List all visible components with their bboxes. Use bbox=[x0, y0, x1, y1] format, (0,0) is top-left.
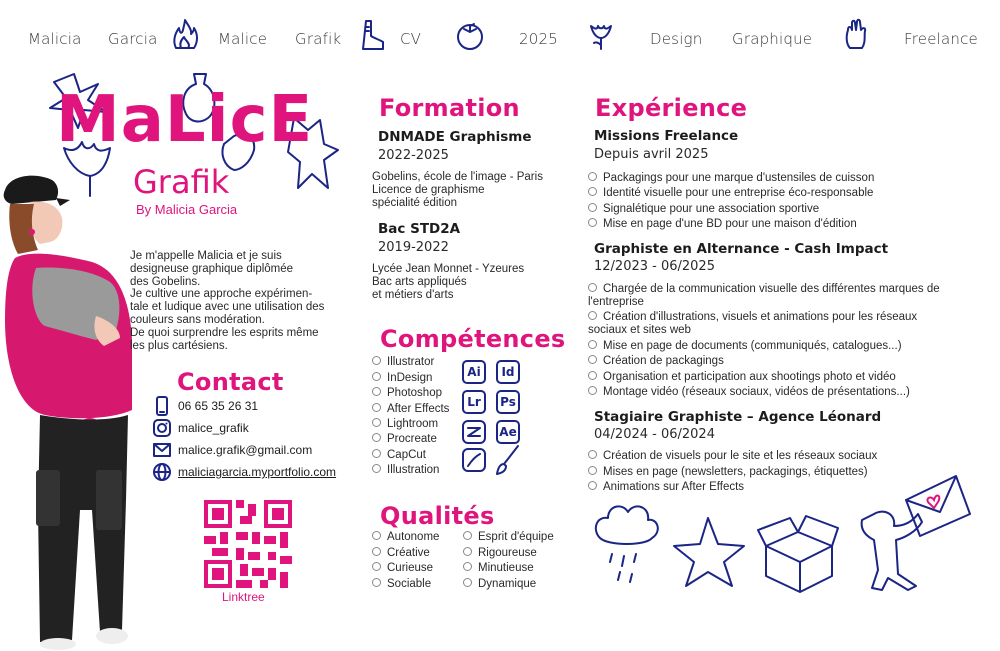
quality-item: Minutieuse bbox=[463, 562, 534, 574]
skill-item: Lightroom bbox=[372, 418, 438, 430]
top-word: CV bbox=[400, 30, 422, 48]
top-word: Garcia bbox=[108, 30, 158, 48]
job-task: Animations sur After Effects bbox=[588, 481, 744, 493]
formation-details: Lycée Jean Monnet - Yzeures Bac arts appliqués et métiers d'arts bbox=[372, 263, 525, 301]
phone-icon bbox=[152, 396, 172, 416]
by-line: By Malicia Garcia bbox=[136, 202, 238, 217]
formation-dates: 2019-2022 bbox=[378, 240, 449, 255]
qr-code[interactable] bbox=[204, 500, 292, 588]
job-dates: Depuis avril 2025 bbox=[594, 147, 709, 162]
job-task: Packagings pour une marque d'ustensiles de cuisson bbox=[588, 172, 874, 184]
job-task: Création de visuels pour le site et les réseaux sociaux bbox=[588, 450, 877, 462]
skill-item: After Effects bbox=[372, 403, 449, 415]
lightroom-icon: Lr bbox=[462, 390, 486, 414]
job-task: Création de packagings bbox=[588, 355, 724, 367]
procreate-icon bbox=[462, 448, 486, 472]
logo-sub: Grafik bbox=[133, 163, 230, 201]
quality-item: Sociable bbox=[372, 578, 431, 590]
brush-icon bbox=[494, 444, 522, 476]
tulip-icon bbox=[586, 18, 616, 52]
contact-title: Contact bbox=[177, 368, 284, 396]
competences-title: Compétences bbox=[380, 325, 566, 353]
job-task: Création d'illustrations, visuels et animations pour les réseaux sociaux et sites web bbox=[588, 311, 918, 336]
job-dates: 12/2023 - 06/2025 bbox=[594, 259, 715, 274]
job-dates: 04/2024 - 06/2024 bbox=[594, 427, 715, 442]
tomato-icon bbox=[455, 18, 485, 52]
top-word: Malice bbox=[218, 30, 268, 48]
skill-item: Illustration bbox=[372, 464, 439, 476]
skill-item: InDesign bbox=[372, 372, 432, 384]
experience-title: Expérience bbox=[595, 94, 748, 122]
formation-degree: Bac STD2A bbox=[378, 221, 461, 237]
qr-label: Linktree bbox=[222, 590, 265, 604]
top-word: 2025 bbox=[519, 30, 558, 48]
skill-item: Photoshop bbox=[372, 387, 442, 399]
fire-icon bbox=[170, 18, 200, 52]
quality-item: Rigoureuse bbox=[463, 547, 537, 559]
formation-details: Gobelins, école de l'image - Paris Licence de graphisme spécialité édition bbox=[372, 171, 543, 209]
hand-icon bbox=[842, 18, 872, 52]
job-task: Mise en page de documents (communiqués, catalogues...) bbox=[588, 340, 902, 352]
quality-item: Curieuse bbox=[372, 562, 433, 574]
globe-icon bbox=[152, 462, 172, 482]
top-word: Design bbox=[650, 30, 703, 48]
qualites-title: Qualités bbox=[380, 502, 495, 530]
top-word: Graphique bbox=[732, 30, 813, 48]
boot-icon bbox=[358, 18, 388, 52]
mail-icon bbox=[152, 440, 172, 460]
capcut-icon bbox=[462, 420, 486, 444]
job-role: Graphiste en Alternance - Cash Impact bbox=[594, 241, 889, 257]
formation-degree: DNMADE Graphisme bbox=[378, 129, 532, 145]
top-word: Malicia bbox=[28, 30, 82, 48]
job-task: Identité visuelle pour une entreprise éco-responsable bbox=[588, 187, 873, 199]
job-task: Mises en page (newsletters, packagings, étiquettes) bbox=[588, 466, 868, 478]
top-band bbox=[0, 0, 1000, 70]
job-task: Montage vidéo (réseaux sociaux, vidéos de présentations...) bbox=[588, 386, 910, 398]
bottom-doodles bbox=[590, 470, 980, 595]
quality-item: Autonome bbox=[372, 531, 439, 543]
formation-title: Formation bbox=[379, 94, 520, 122]
quality-item: Esprit d'équipe bbox=[463, 531, 554, 543]
job-task: Organisation et participation aux shootings photo et vidéo bbox=[588, 371, 896, 383]
contact-website[interactable]: maliciagarcia.myportfolio.com bbox=[152, 462, 336, 482]
quality-item: Dynamique bbox=[463, 578, 536, 590]
instagram-icon bbox=[152, 418, 172, 438]
photoshop-icon: Ps bbox=[496, 390, 520, 414]
job-role: Missions Freelance bbox=[594, 128, 739, 144]
job-task: Chargée de la communication visuelle des différentes marques de l'entreprise bbox=[588, 283, 940, 308]
contact-phone: 06 65 35 26 31 bbox=[152, 396, 258, 416]
portrait-photo bbox=[0, 170, 140, 651]
job-role: Stagiaire Graphiste – Agence Léonard bbox=[594, 409, 882, 425]
skill-item: Illustrator bbox=[372, 356, 434, 368]
skill-item: Procreate bbox=[372, 433, 437, 445]
intro-text: Je m'appelle Malicia et je suis designeuse graphique diplômée des Gobelins. Je cultive une approche expérimen- tale et ludique avec une utilisation des couleurs sans modération. De quoi surprendre les esprits même les plus cartésiens. bbox=[130, 250, 325, 352]
after-effects-icon: Ae bbox=[496, 420, 520, 444]
indesign-icon: Id bbox=[496, 360, 520, 384]
quality-item: Créative bbox=[372, 547, 430, 559]
job-task: Mise en page d'une BD pour une maison d'édition bbox=[588, 218, 857, 230]
formation-dates: 2022-2025 bbox=[378, 148, 449, 163]
illustrator-icon: Ai bbox=[462, 360, 486, 384]
contact-email[interactable]: malice.grafik@gmail.com bbox=[152, 440, 312, 460]
top-word: Grafik bbox=[295, 30, 342, 48]
top-word: Freelance bbox=[904, 30, 978, 48]
logo-main: MaLicE bbox=[56, 83, 314, 157]
contact-instagram[interactable]: malice_grafik bbox=[152, 418, 249, 438]
skill-item: CapCut bbox=[372, 449, 426, 461]
job-task: Signalétique pour une association sportive bbox=[588, 203, 819, 215]
